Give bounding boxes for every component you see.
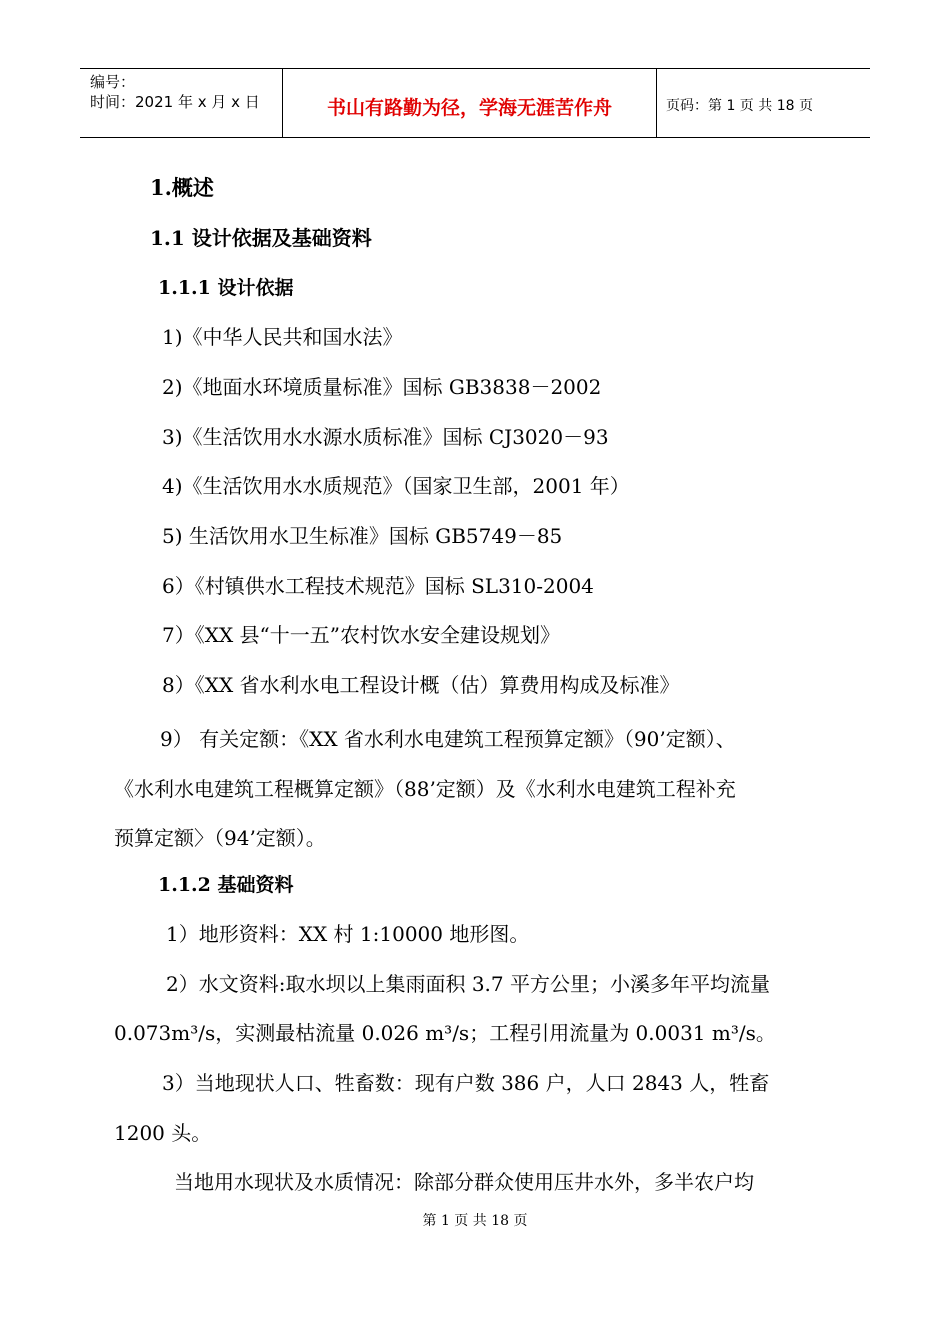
basis-item-2: 2)《地面水环境质量标准》国标 GB3838－2002	[162, 375, 602, 399]
basis-item-1: 1)《中华人民共和国水法》	[162, 325, 403, 349]
data-item-2-line-2: 0.073m³/s，实测最枯流量 0.026 m³/s；工程引用流量为 0.0031 m³/s。	[114, 1021, 776, 1045]
section-heading-1-1: 1.1 设计依据及基础资料	[150, 226, 372, 250]
data-item-4-line-1: 当地用水现状及水质情况：除部分群众使用压井水外，多半农户均	[174, 1170, 754, 1194]
basis-item-9-line-3: 预算定额〉（94’定额）。	[114, 826, 326, 850]
basis-item-4: 4)《生活饮用水水质规范》（国家卫生部，2001 年）	[162, 474, 630, 498]
page-info: 页码：第 1 页 共 18 页	[666, 98, 813, 114]
serial-label: 编号：	[90, 73, 136, 91]
section-heading-1: 1.概述	[150, 175, 214, 200]
basis-item-6: 6）《村镇供水工程技术规范》国标 SL310-2004	[162, 574, 594, 598]
header-left-cell	[80, 69, 282, 137]
basis-item-9-line-1: 9） 有关定额：《XX 省水利水电建筑工程预算定额》（90’定额）、	[160, 727, 736, 751]
data-item-3-line-1: 3）当地现状人口、牲畜数：现有户数 386 户，人口 2843 人，牲畜	[162, 1071, 770, 1095]
basis-item-7: 7）《XX 县“十一五”农村饮水安全建设规划》	[162, 623, 561, 647]
basis-item-3: 3)《生活饮用水水源水质标准》国标 CJ3020－93	[162, 425, 609, 449]
basis-item-9-line-2: 《水利水电建筑工程概算定额》（88’定额）及《水利水电建筑工程补充	[114, 777, 736, 801]
time-label: 时间：2021 年 x 月 x 日	[90, 93, 260, 111]
motto-text: 书山有路勤为径，学海无涯苦作舟	[326, 97, 612, 119]
page-footer: 第 1 页 共 18 页	[422, 1213, 528, 1229]
header-motto-cell	[282, 69, 657, 137]
basis-item-5: 5) 生活饮用水卫生标准》国标 GB5749－85	[162, 524, 563, 548]
header-page-cell	[656, 69, 870, 137]
header-table	[80, 68, 870, 138]
data-item-1: 1）地形资料：XX 村 1:10000 地形图。	[166, 922, 530, 946]
basis-item-8: 8）《XX 省水利水电工程设计概（估）算费用构成及标准》	[162, 673, 680, 697]
data-item-3-line-2: 1200 头。	[114, 1121, 212, 1145]
section-heading-1-1-2: 1.1.2 基础资料	[158, 874, 294, 896]
section-heading-1-1-1: 1.1.1 设计依据	[158, 277, 294, 299]
data-item-2-line-1: 2）水文资料:取水坝以上集雨面积 3.7 平方公里；小溪多年平均流量	[166, 972, 770, 996]
